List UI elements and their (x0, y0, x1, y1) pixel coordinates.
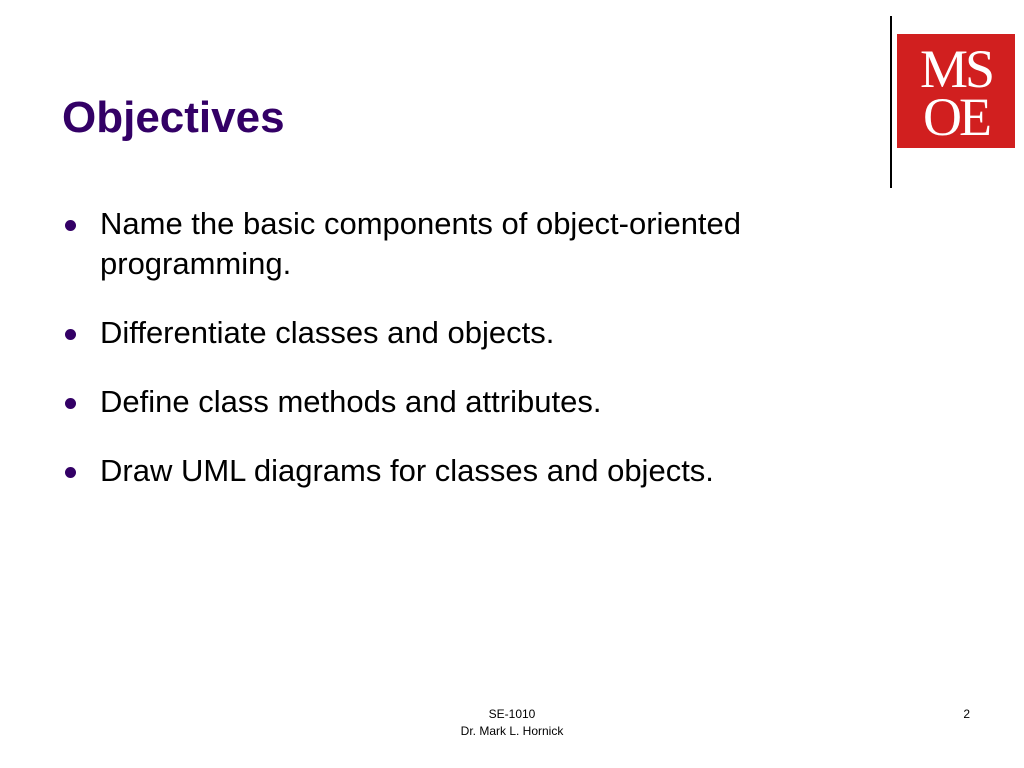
bullet-text: Draw UML diagrams for classes and objects. (100, 453, 714, 488)
objectives-list (62, 204, 912, 520)
bullet-dot-icon (65, 329, 76, 340)
bullet-dot-icon (65, 467, 76, 478)
footer-author: Dr. Mark L. Hornick (460, 724, 564, 738)
page-number: 2 (963, 707, 970, 721)
footer-course-info (412, 706, 612, 740)
list-item (62, 313, 912, 353)
bullet-text: Differentiate classes and objects. (100, 315, 555, 350)
bullet-dot-icon (65, 220, 76, 231)
bullet-text: Name the basic components of object-oriented programming. (100, 206, 742, 281)
bullet-text: Define class methods and attributes. (100, 384, 602, 419)
list-item (62, 382, 912, 422)
logo-text-top: MS (919, 39, 993, 99)
logo-text-bottom: OE (923, 87, 989, 147)
vertical-divider (890, 16, 892, 188)
slide-title: Objectives (62, 93, 285, 142)
msoe-logo (897, 34, 1015, 148)
footer-course: SE-1010 (488, 707, 536, 721)
list-item (62, 204, 912, 284)
list-item (62, 451, 912, 491)
bullet-dot-icon (65, 398, 76, 409)
